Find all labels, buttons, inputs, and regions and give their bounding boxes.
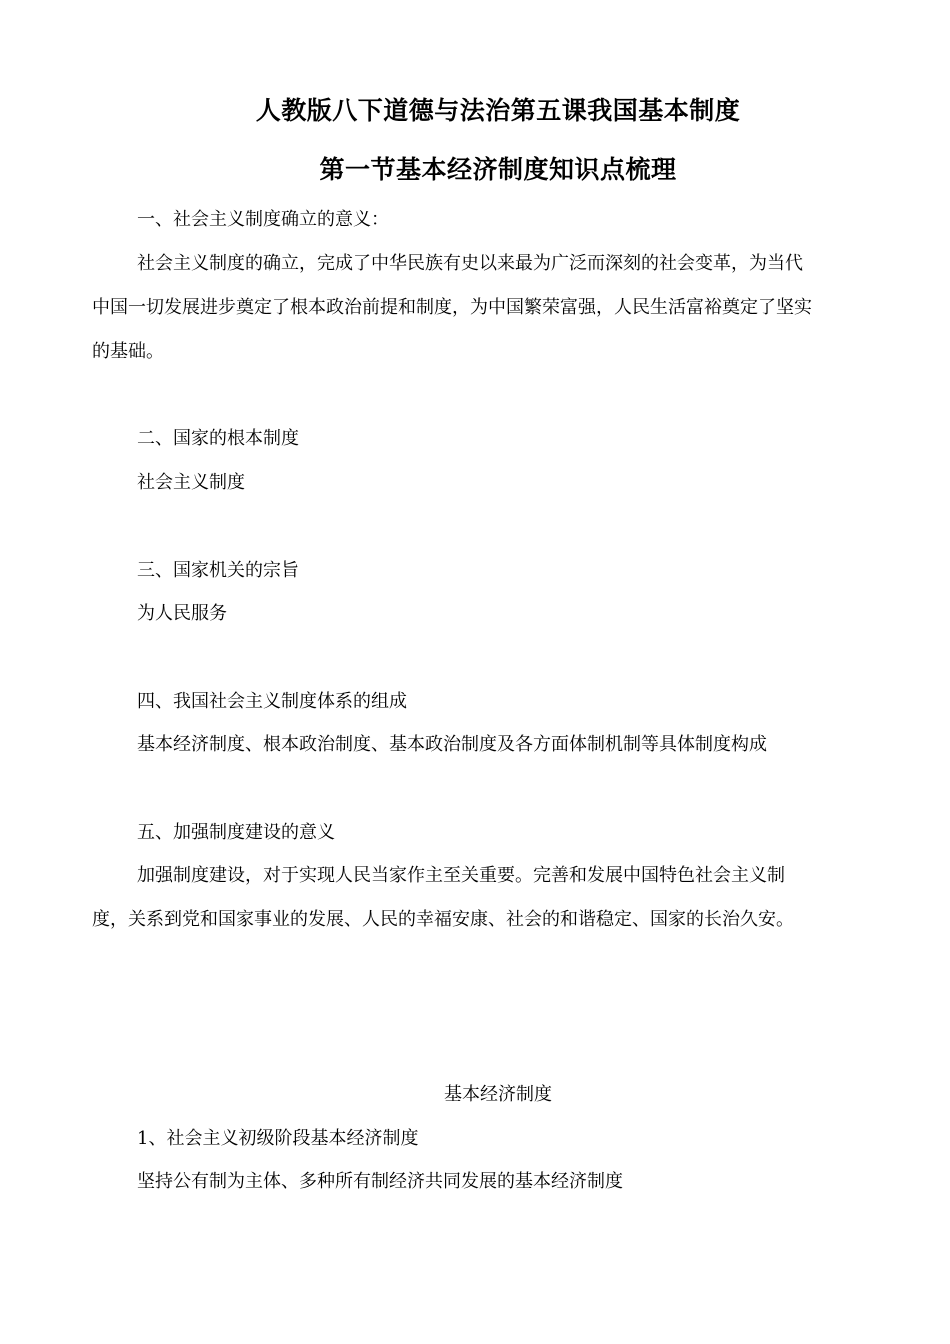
document-title: 人教版八下道德与法治第五课我国基本制度 (255, 96, 741, 125)
section1-line-1: 社会主义制度的确立，完成了中华民族有史以来最为广泛而深刻的社会变革，为当代 (137, 253, 803, 274)
section2-body: 社会主义制度 (137, 472, 245, 493)
section3-heading: 三、国家机关的宗旨 (137, 560, 299, 581)
section1-line-2: 中国一切发展进步奠定了根本政治前提和制度，为中国繁荣富强，人民生活富裕奠定了坚实 (92, 297, 812, 318)
section5-line-2: 度，关系到党和国家事业的发展、人民的幸福安康、社会的和谐稳定、国家的长治久安。 (92, 909, 794, 930)
section1-line-3: 的基础。 (92, 341, 164, 362)
section1-heading: 一、社会主义制度确立的意义： (137, 209, 389, 230)
section5-heading: 五、加强制度建设的意义 (137, 822, 335, 843)
document-subtitle: 第一节基本经济制度知识点梳理 (319, 155, 677, 184)
section3-body: 为人民服务 (137, 603, 227, 624)
section2-heading: 二、国家的根本制度 (137, 428, 299, 449)
subsection-item1-body: 坚持公有制为主体、多种所有制经济共同发展的基本经济制度 (137, 1171, 623, 1192)
subsection-item1-heading: 1、社会主义初级阶段基本经济制度 (137, 1128, 419, 1149)
section4-heading: 四、我国社会主义制度体系的组成 (137, 691, 407, 712)
section5-line-1: 加强制度建设，对于实现人民当家作主至关重要。完善和发展中国特色社会主义制 (137, 865, 785, 886)
section4-body: 基本经济制度、根本政治制度、基本政治制度及各方面体制机制等具体制度构成 (137, 734, 767, 755)
subsection-heading: 基本经济制度 (444, 1084, 552, 1105)
